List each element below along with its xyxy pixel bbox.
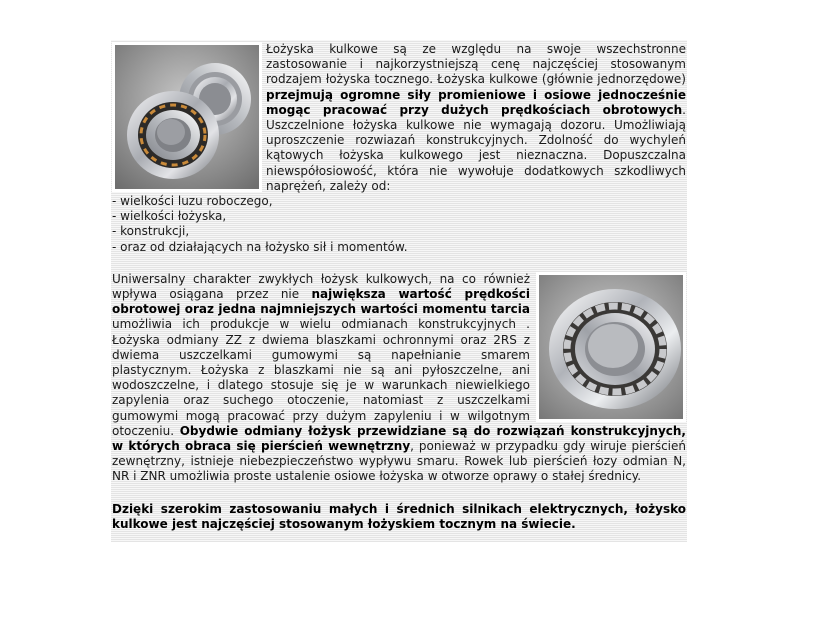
paragraph-spacer — [112, 485, 686, 502]
ball-bearings-image — [115, 45, 259, 189]
paragraph-2-text-2: umożliwia ich produkcje w wielu odmianach konstrukcyjnych . Łożyska odmiany ZZ z dwiema blaszkami ochronnymi oraz 2RS z dwiema uszczelkami gumowymi są napełnianie smarem plastycznym. Łożyska z blaszkami nie są ani pyłoszczelne, ani wodoszczelne, i dlatego stosuje się je w warunkach niewielkiego zapylenia oraz suchego otoczenie, natomiast z uszczelkami gumowymi mogą pracować przy dużym zapyleniu i w wilgotnym otoczeniu. — [112, 317, 530, 438]
article-box — [111, 40, 687, 542]
paragraph-1-text-1: Łożyska kulkowe są ze względu na swoje wszechstronne zastosowanie i najkorzystniejszą cenę najczęściej stosowanym rodzajem łożyska tocznego. Łożyska kulkowe (główniе jednorzędowe) — [266, 42, 686, 87]
paragraph-2-bold-1: największa wartość prędkości obrotowej oraz jedna najmniejszych wartości momentu tarcia — [112, 287, 531, 317]
list-item: - oraz od działających na łożysko sił i momentów. — [112, 239, 408, 254]
paragraph-3 — [112, 502, 686, 532]
bullet-list — [112, 194, 686, 255]
paragraph-2-bold-2: Obydwie odmiany łożysk przewidziane są do rozwiązań konstrukcyjnych, w których obraca się pierścień wewnętrzny — [112, 423, 686, 454]
paragraph-2-text-1: Uniwersalny charakter zwykłych łożysk kulkowych, na co również wpływa osiągana przez nie — [112, 271, 530, 302]
paragraph-spacer — [112, 255, 686, 272]
ball-bearing-image — [539, 275, 683, 419]
paragraph-2-text-3: , ponieważ w przypadku gdy wiruje pierścień zewnętrzny, istnieje niebezpieczeństwo wypływu smaru. Rowek lub pierścień łozy odmian N, NR i ZNR umożliwia proste ustalenie osiowe łożyska w otworze oprawy o stałej średnicy. — [112, 439, 686, 484]
list-item: - wielkości łożyska, — [112, 209, 227, 224]
paragraph-3-bold: Dzięki szerokim zastosowaniu małych i średnich silnikach elektrycznych, łożysko kulkowe jest najczęściej stosowanym łożyskiem tocznym na świecie. — [112, 501, 686, 531]
bearing-photo-left — [112, 42, 262, 192]
paragraph-1-bold-1: przejmują ogromne siły promieniowe i osiowe jednocześnie mogąc pracować przy dużych prędkościach obrotowych — [266, 87, 686, 117]
list-item: - wielkości luzu roboczego, — [112, 194, 273, 209]
list-item: - konstrukcji, — [112, 224, 190, 239]
paragraph-1-text-2: . Uszczelnione łożyska kulkowe nie wymagają dozoru. Umożliwiają uproszczenie rozwiazań konstrukcyjnych. Zdolność do wychyleń kątowych łożyska kulkowego jest nieznaczna. Dopuszczalna niewspółosiowość, która nie wywołuje dodatkowych szkodliwych naprężeń, zależy od: — [266, 102, 686, 193]
bearing-photo-right — [536, 272, 686, 422]
